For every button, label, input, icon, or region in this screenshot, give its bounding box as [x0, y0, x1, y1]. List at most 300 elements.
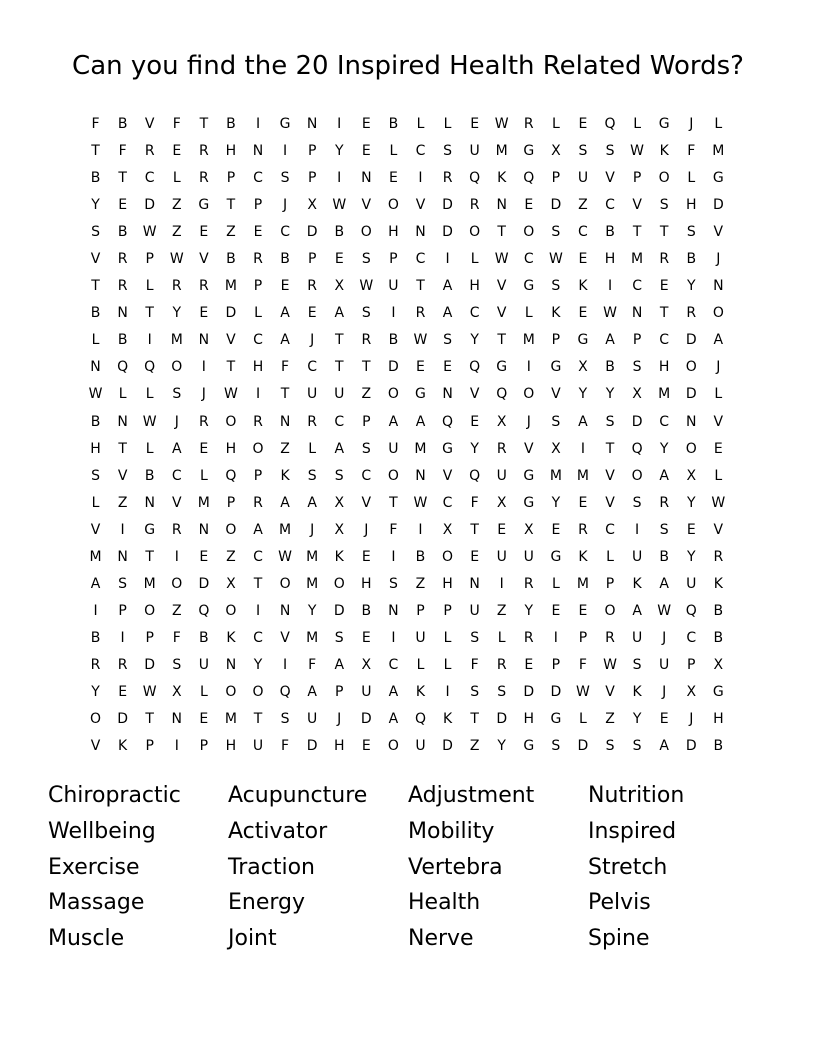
grid-letter: R [361, 332, 372, 349]
grid-letter: D [360, 711, 372, 728]
grid-letter: I [147, 332, 152, 349]
grid-letter: C [280, 224, 290, 241]
grid-letter: X [496, 494, 507, 511]
grid-row [82, 354, 732, 381]
grid-letter: W [278, 548, 292, 565]
grid-letter: H [90, 440, 101, 457]
grid-letter: D [712, 197, 724, 214]
grid-letter: U [469, 602, 480, 619]
grid-letter: H [523, 711, 535, 728]
grid-letter: H [442, 575, 453, 592]
grid-letter: K [632, 575, 642, 592]
grid-letter: L [714, 467, 723, 484]
grid-letter: I [174, 548, 179, 565]
grid-row [82, 625, 732, 652]
grid-letter: L [551, 116, 560, 133]
grid-letter: I [391, 305, 396, 322]
grid-letter: Y [605, 386, 615, 403]
grid-letter: Y [470, 332, 479, 349]
grid-letter: I [283, 656, 288, 673]
grid-letter: W [224, 386, 238, 403]
grid-letter: T [253, 575, 263, 592]
grid-letter: C [253, 170, 263, 187]
grid-letter: V [605, 684, 615, 700]
grid-letter: Z [226, 224, 236, 241]
grid-letter: C [632, 278, 642, 295]
grid-letter: Y [686, 278, 696, 295]
grid-letter: L [497, 629, 506, 646]
grid-letter: D [685, 738, 697, 755]
grid-letter: A [280, 332, 290, 349]
grid-letter: D [306, 738, 318, 755]
grid-letter: V [605, 494, 615, 511]
grid-letter: T [497, 224, 506, 241]
search-word: Adjustment [408, 783, 535, 808]
grid-letter: S [470, 684, 480, 700]
grid-letter: O [387, 197, 399, 214]
grid-letter: X [523, 521, 534, 538]
grid-letter: U [577, 170, 589, 187]
grid-letter: A [388, 413, 399, 430]
grid-letter: M [89, 548, 102, 565]
grid-letter: S [605, 413, 615, 430]
grid-letter: H [388, 224, 399, 241]
grid-letter: R [307, 413, 318, 430]
grid-letter: J [283, 197, 288, 214]
grid-letter: K [415, 684, 426, 700]
grid-letter: Y [686, 548, 696, 565]
grid-letter: T [226, 197, 236, 214]
grid-letter: M [197, 494, 210, 511]
grid-letter: E [524, 197, 534, 214]
grid-letter: E [524, 656, 534, 673]
grid-letter: S [307, 467, 317, 484]
grid-letter: I [391, 548, 396, 565]
grid-letter: I [580, 440, 586, 457]
grid-letter: X [578, 359, 588, 376]
grid-letter: L [172, 170, 181, 187]
grid-letter: G [415, 386, 426, 403]
grid-letter: K [632, 684, 642, 700]
grid-letter: S [361, 305, 371, 322]
grid-letter: Z [117, 494, 128, 511]
grid-letter: E [172, 143, 182, 160]
grid-letter: B [226, 251, 236, 268]
search-word: Vertebra [408, 854, 503, 880]
grid-letter: Z [361, 386, 372, 403]
grid-letter: C [578, 224, 588, 241]
grid-letter: A [605, 332, 615, 349]
grid-letter: I [255, 602, 261, 619]
grid-letter: U [631, 629, 643, 646]
grid-letter: C [605, 521, 615, 538]
grid-letter: W [630, 143, 645, 160]
grid-letter: R [605, 629, 615, 646]
grid-letter: H [713, 711, 724, 728]
grid-letter: R [198, 413, 209, 430]
grid-letter: W [711, 494, 726, 511]
grid-letter: P [687, 656, 696, 673]
grid-letter: P [307, 143, 317, 160]
grid-letter: S [551, 413, 561, 430]
grid-letter: Z [171, 197, 182, 214]
grid-letter: R [90, 656, 101, 673]
grid-letter: V [496, 278, 507, 295]
grid-letter: I [607, 278, 613, 295]
grid-row [82, 300, 732, 327]
grid-letter: N [469, 575, 480, 592]
grid-letter: A [442, 278, 453, 295]
grid-letter: Y [686, 494, 696, 511]
grid-letter: S [605, 738, 615, 755]
grid-letter: R [198, 170, 209, 187]
grid-letter: O [225, 413, 237, 430]
grid-letter: J [662, 629, 667, 646]
grid-letter: Y [307, 602, 317, 619]
grid-letter: Y [551, 494, 561, 511]
grid-letter: I [93, 602, 98, 619]
grid-letter: V [469, 386, 480, 403]
grid-letter: W [142, 224, 157, 241]
grid-letter: H [225, 738, 237, 755]
grid-letter: L [443, 629, 452, 646]
grid-letter: I [120, 629, 125, 646]
grid-letter: D [550, 197, 562, 214]
grid-letter: C [253, 332, 263, 349]
grid-letter: K [118, 738, 128, 755]
grid-letter: A [713, 332, 724, 349]
grid-letter: F [470, 656, 479, 673]
grid-letter: O [360, 224, 372, 241]
grid-letter: T [470, 521, 479, 538]
grid-letter: M [712, 143, 725, 160]
grid-letter: Y [578, 386, 588, 403]
grid-letter: R [117, 251, 128, 268]
grid-letter: D [144, 656, 156, 673]
grid-letter: B [117, 116, 128, 133]
grid-letter: V [605, 170, 615, 187]
grid-letter: Y [470, 440, 479, 457]
grid-letter: A [334, 656, 345, 673]
grid-letter: L [254, 305, 262, 322]
grid-letter: V [199, 251, 209, 268]
grid-letter: Y [659, 440, 669, 457]
grid-letter: W [413, 494, 428, 511]
grid-letter: N [225, 656, 237, 673]
grid-letter: P [416, 602, 425, 619]
search-word: Energy [228, 890, 306, 916]
grid-letter: P [253, 467, 263, 484]
grid-letter: L [443, 116, 452, 133]
grid-letter: R [117, 656, 128, 673]
grid-letter: D [117, 711, 128, 728]
grid-letter: D [685, 386, 697, 403]
grid-letter: E [470, 548, 480, 565]
grid-row [82, 490, 732, 517]
grid-letter: C [307, 359, 318, 376]
grid-letter: P [389, 251, 398, 268]
grid-letter: L [579, 711, 587, 728]
grid-letter: X [713, 656, 724, 673]
grid-letter: C [605, 197, 615, 214]
grid-letter: E [578, 305, 588, 322]
grid-letter: E [199, 305, 209, 322]
grid-letter: O [469, 224, 481, 241]
grid-letter: V [524, 440, 534, 457]
grid-letter: P [118, 602, 127, 619]
grid-letter: E [443, 359, 452, 376]
grid-letter: I [255, 116, 261, 133]
grid-letter: B [226, 116, 236, 133]
grid-letter: V [496, 305, 507, 322]
grid-letter: P [307, 251, 317, 268]
grid-letter: U [659, 656, 670, 673]
grid-letter: Q [685, 602, 697, 619]
grid-letter: E [361, 548, 371, 565]
grid-letter: A [334, 305, 345, 322]
grid-letter: G [442, 440, 453, 457]
grid-letter: T [280, 386, 290, 403]
grid-letter: L [633, 116, 641, 133]
grid-letter: M [306, 629, 319, 646]
grid-letter: D [388, 359, 399, 376]
grid-letter: T [659, 305, 669, 322]
grid-letter: F [118, 143, 127, 160]
search-word: Activator [228, 818, 328, 844]
grid-letter: P [145, 251, 154, 268]
grid-letter: G [550, 548, 562, 565]
grid-letter: R [523, 629, 534, 646]
grid-row [82, 219, 732, 246]
page-title: Can you find the 20 Inspired Health Related Words? [72, 51, 744, 81]
grid-letter: F [281, 738, 290, 755]
grid-letter: X [307, 197, 317, 214]
grid-letter: J [662, 684, 667, 700]
grid-letter: Z [496, 602, 507, 619]
grid-letter: S [91, 467, 100, 484]
grid-letter: N [631, 305, 643, 322]
grid-letter: C [686, 629, 697, 646]
grid-letter: R [496, 656, 507, 673]
grid-letter: L [389, 143, 398, 160]
grid-letter: I [337, 170, 342, 187]
grid-letter: M [224, 278, 237, 295]
grid-letter: Y [334, 143, 344, 160]
grid-letter: O [90, 711, 102, 728]
search-word: Joint [228, 926, 277, 951]
grid-letter: D [442, 738, 453, 755]
grid-letter: C [415, 143, 426, 160]
grid-letter: B [605, 224, 615, 241]
grid-letter: S [280, 711, 290, 728]
grid-letter: N [117, 548, 128, 565]
grid-letter: N [198, 521, 210, 538]
grid-letter: W [413, 332, 428, 349]
grid-letter: P [551, 332, 561, 349]
grid-letter: G [523, 278, 535, 295]
grid-letter: U [252, 738, 264, 755]
grid-row [82, 652, 732, 679]
grid-row [82, 111, 732, 138]
grid-letter: M [522, 332, 535, 349]
grid-letter: G [712, 170, 724, 187]
grid-letter: N [279, 413, 291, 430]
grid-letter: I [283, 143, 288, 160]
grid-letter: R [442, 170, 453, 187]
grid-letter: M [170, 332, 183, 349]
grid-letter: E [253, 224, 263, 241]
grid-letter: A [659, 575, 669, 592]
grid-letter: N [171, 711, 183, 728]
grid-letter: U [388, 278, 399, 295]
grid-letter: I [526, 359, 531, 376]
grid-letter: C [442, 494, 453, 511]
grid-letter: T [118, 440, 127, 457]
grid-letter: S [632, 494, 642, 511]
grid-letter: G [198, 197, 210, 214]
grid-letter: T [659, 224, 669, 241]
grid-letter: C [388, 656, 399, 673]
grid-letter: B [90, 305, 101, 322]
grid-letter: E [361, 116, 371, 133]
grid-letter: A [659, 467, 669, 484]
grid-letter: J [689, 711, 694, 728]
grid-letter: P [551, 170, 561, 187]
grid-letter: R [659, 494, 670, 511]
grid-letter: C [469, 305, 480, 322]
grid-letter: Q [631, 440, 643, 457]
grid-letter: H [685, 197, 697, 214]
grid-letter: E [334, 251, 344, 268]
grid-letter: R [659, 251, 670, 268]
grid-letter: O [658, 170, 670, 187]
grid-letter: O [171, 359, 183, 376]
grid-letter: F [687, 143, 696, 160]
grid-letter: O [387, 386, 399, 403]
grid-letter: D [631, 413, 643, 430]
grid-letter: L [145, 440, 154, 457]
grid-letter: D [225, 305, 237, 322]
grid-letter: Z [280, 440, 290, 457]
grid-letter: C [659, 413, 670, 430]
grid-letter: U [307, 711, 318, 728]
grid-letter: R [415, 305, 426, 322]
grid-letter: U [686, 575, 697, 592]
grid-letter: A [307, 494, 317, 511]
grid-letter: P [605, 575, 615, 592]
grid-letter: B [713, 602, 724, 619]
grid-letter: A [253, 521, 263, 538]
grid-letter: C [415, 251, 426, 268]
grid-letter: U [496, 548, 507, 565]
grid-letter: M [306, 575, 319, 592]
grid-letter: S [632, 738, 642, 755]
grid-letter: G [658, 116, 670, 133]
grid-letter: S [361, 440, 371, 457]
grid-letter: R [578, 521, 588, 538]
grid-letter: K [280, 467, 290, 484]
grid-letter: K [713, 575, 723, 592]
grid-letter: L [470, 251, 479, 268]
grid-letter: C [334, 413, 345, 430]
grid-letter: M [143, 575, 156, 592]
search-word: Wellbeing [48, 818, 156, 844]
grid-letter: S [91, 224, 100, 241]
grid-letter: X [442, 521, 453, 538]
grid-letter: E [416, 359, 425, 376]
grid-letter: T [470, 711, 479, 728]
grid-letter: E [118, 197, 128, 214]
search-word: Nerve [408, 926, 474, 951]
grid-letter: S [551, 278, 561, 295]
grid-letter: L [687, 170, 696, 187]
grid-letter: O [252, 440, 264, 457]
grid-letter: O [387, 467, 399, 484]
grid-letter: E [659, 711, 669, 728]
grid-letter: V [90, 738, 101, 755]
grid-letter: B [713, 629, 724, 646]
grid-letter: I [120, 521, 125, 538]
grid-letter: X [551, 143, 561, 160]
grid-letter: V [551, 386, 561, 403]
grid-letter: S [443, 143, 452, 160]
grid-letter: D [496, 711, 508, 728]
grid-letter: E [470, 116, 480, 133]
grid-letter: E [578, 251, 588, 268]
grid-letter: C [659, 332, 670, 349]
grid-letter: X [632, 386, 642, 403]
grid-letter: L [91, 332, 100, 349]
grid-letter: D [685, 332, 697, 349]
grid-letter: R [144, 143, 155, 160]
grid-letter: W [169, 251, 184, 268]
grid-letter: B [361, 602, 372, 619]
grid-letter: C [361, 467, 372, 484]
grid-letter: Q [469, 170, 481, 187]
grid-letter: H [252, 359, 264, 376]
grid-letter: A [388, 711, 399, 728]
search-word: Inspired [588, 818, 677, 844]
grid-letter: G [523, 494, 535, 511]
grid-letter: K [578, 278, 588, 295]
grid-letter: S [497, 684, 507, 700]
grid-letter: O [225, 521, 237, 538]
word-list [48, 778, 768, 957]
grid-letter: I [201, 359, 206, 376]
grid-letter: N [496, 197, 507, 214]
grid-letter: X [686, 684, 697, 700]
letter-grid [82, 111, 732, 760]
grid-letter: R [523, 116, 534, 133]
grid-letter: C [171, 467, 182, 484]
grid-letter: J [364, 521, 369, 538]
search-word: Muscle [48, 926, 125, 951]
grid-letter: G [279, 116, 291, 133]
grid-letter: E [118, 684, 128, 700]
grid-letter: V [632, 197, 642, 214]
grid-letter: M [414, 440, 427, 457]
grid-letter: E [686, 521, 696, 538]
grid-letter: S [280, 170, 290, 187]
grid-letter: E [280, 278, 290, 295]
grid-letter: H [604, 251, 616, 268]
grid-letter: B [388, 116, 399, 133]
grid-letter: K [226, 629, 236, 646]
grid-letter: W [494, 116, 509, 133]
grid-letter: R [523, 575, 534, 592]
grid-letter: U [388, 440, 399, 457]
grid-letter: N [713, 278, 724, 295]
